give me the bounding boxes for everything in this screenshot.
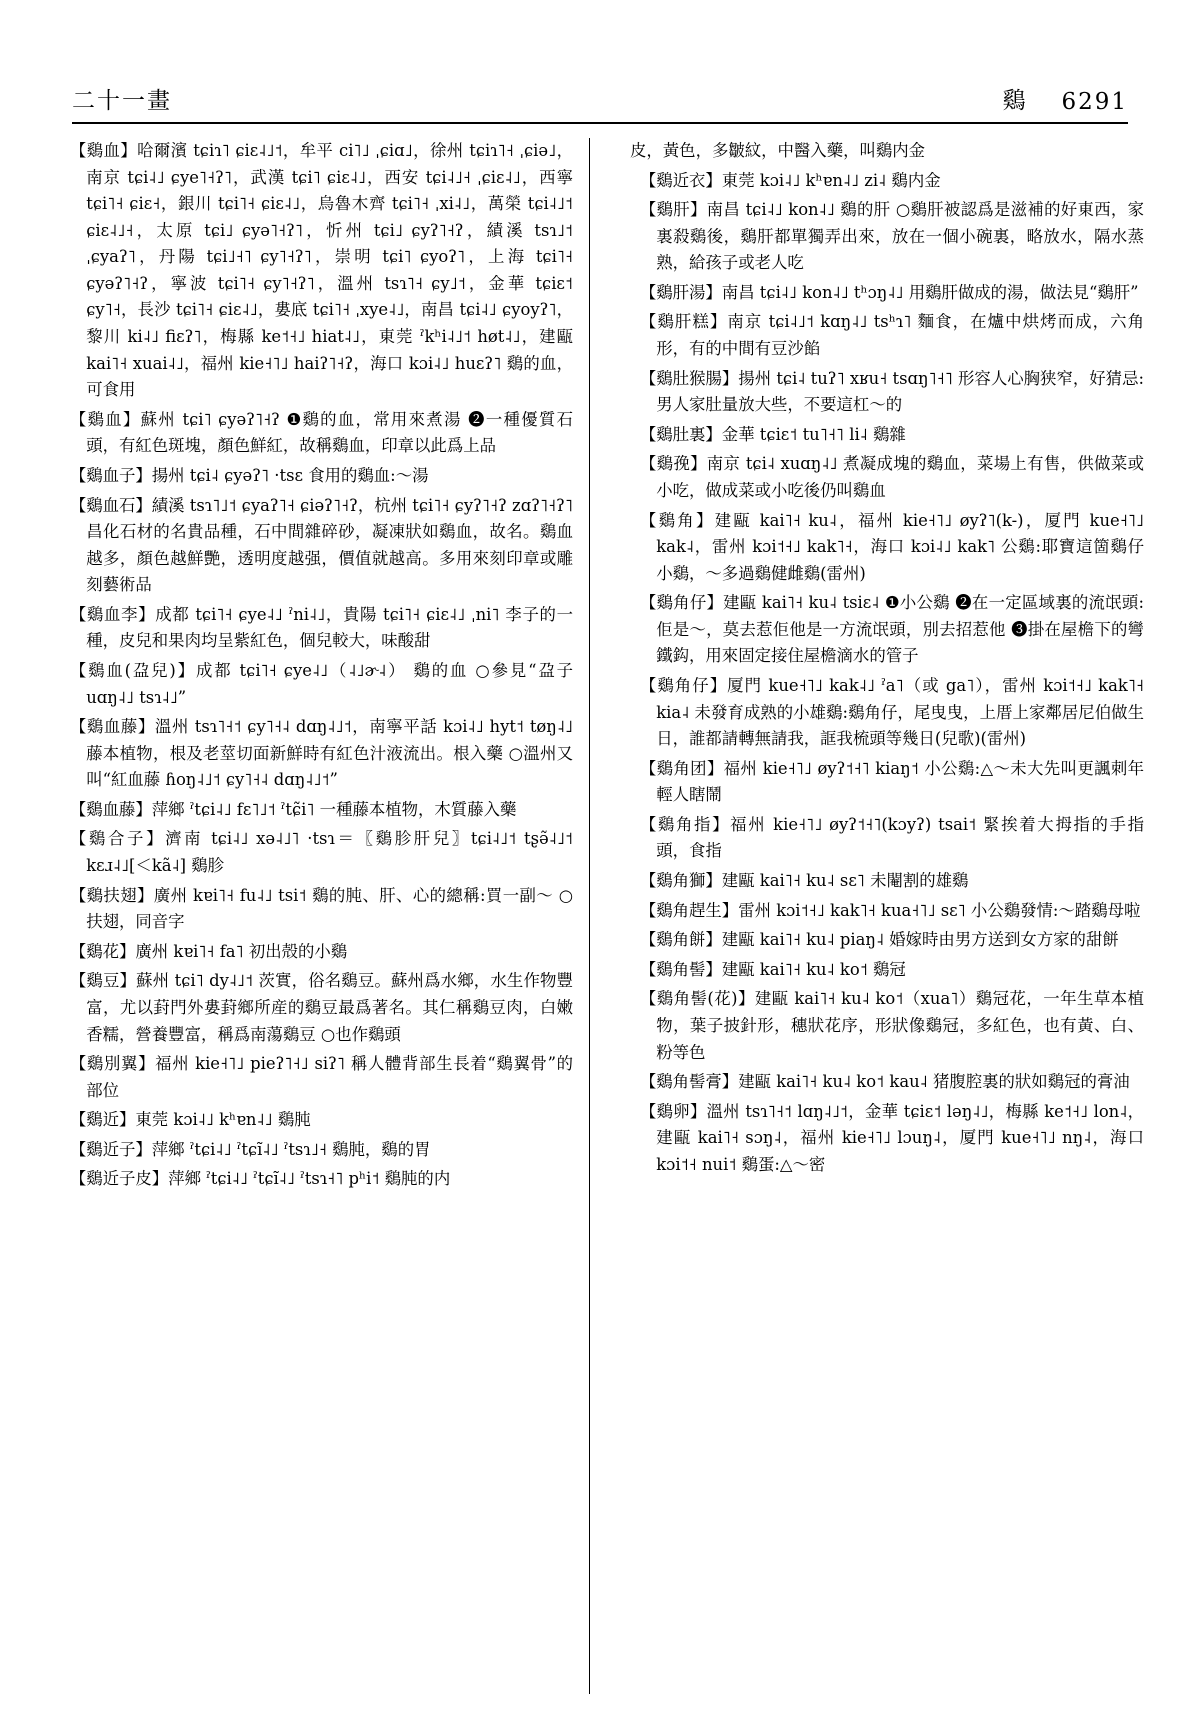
entry: 【鷄血藤】萍鄉 ˀtɕi˨˩ fɛ˥˩˦ ˀtɕ̃i˥ 一種藤本植物，木質藤入藥 — [69, 799, 517, 819]
entry: 【鷄肚裏】金華 tɕiɛ˦ tu˥˧˥ li˨ 鷄雜 — [639, 424, 906, 444]
entry: 【鷄角髻(花)】建甌 kai˥˧ ku˨ ko˦（xua˥）鷄冠花，一年生草本植物，葉子披針形，穗狀花序，形狀像鷄冠，多紅色，也有黃、白、粉等色 — [639, 989, 1144, 1062]
entry: 【鷄血李】成都 tɕi˥˧ ɕye˨˩ ˀni˨˩，貴陽 tɕi˥˧ ɕiɛ˨˩ ˌni˥ 李子的一種，皮兒和果肉均呈紫紅色，個兒較大，味酸甜 — [69, 604, 574, 651]
entry: 【鷄扶翅】廣州 kɐi˥˧ fu˨˩ tsi˦ 鷄的肫、肝、心的總稱:買一副～ ○扶翅，同音字 — [69, 885, 574, 932]
entry: 【鷄角髻】建甌 kai˥˧ ku˨ ko˦ 鷄冠 — [639, 959, 906, 979]
entry: 【鷄肚猴腸】揚州 tɕi˨ tuʔ˥ xʁu˧ tsɑŋ˥˧˥ 形容人心胸狭窄，好猜忌:男人家肚量放大些，不要這杠～的 — [639, 368, 1144, 415]
entry: 【鷄合子】濟南 tɕi˨˩ xə˨˩˥ ·tsɿ＝〖鷄胗肝兒〗tɕi˨˩˦ tʂə̃˨˩˦ kɛɹ˨˩[＜kã˨] 鷄胗 — [69, 829, 574, 876]
entry: 【鷄血】哈爾濱 tɕiɿ˥ ɕiɛ˨˩˦，牟平 ci˥˩ ˌɕiɑ˩，徐州 tɕiɿ˥˧ ˌɕiə˩，南京 tɕi˨˩ ɕye˥˧ʔ˥，武漢 tɕi˥ ɕiɛ˨˩，西安 tɕi˨˩˧ ˌɕiɛ˨˩，西寧 tɕi˥˧ ɕiɛ˧，銀川 tɕi˥˧ ɕiɛ˨˩，烏魯木齊 tɕi˥˧ ˌxi˨˩，萬榮 tɕi˨˩˦ ɕiɛ˨˩˧，太原 tɕi˩ ɕyə˥˧ʔ˥，忻州 tɕi˩ ɕyʔ˥˧ʔ，績溪 tsɿ˩˦ ˌɕyaʔ˥，丹陽 tɕi˩˧˥ ɕy˥˧ʔ˥，崇明 tɕi˥ ɕyoʔ˥，上海 tɕi˥˧ ɕyəʔ˥˧ʔ，寧波 tɕi˥˧ ɕy˥˧ʔ˥，溫州 tsɿ˥˧ ɕy˩˦，金華 tɕiɛ˦ ɕy˥˧，長沙 tɕi˥˧ ɕiɛ˨˩，婁底 tɕi˥˧ ˌxye˨˩，南昌 tɕi˨˩ ɕyoyʔ˥，黎川 ki˨˩ fiɛʔ˥，梅縣 ke˦˧˩ hiat˨˩，東莞 ˀkʰi˨˩˦ høt˨˩，建甌 kai˥˧ xuai˨˩，福州 kie˧˥˩ haiʔ˥˧ʔ，海口 kɔi˨˩ huɛʔ˥ 鷄的血，可食用 — [69, 141, 574, 400]
entry: 【鷄角仔】建甌 kai˥˧ ku˨ tsiɛ˨ ❶小公鷄 ❷在一定區域裏的流氓頭:佢是～，莫去惹佢他是一方流氓頭，別去招惹他 ❸掛在屋檐下的彎鐵鈎，用來固定接住屋檐滴水的管子 — [639, 593, 1144, 666]
entry: 【鷄角髻膏】建甌 kai˥˧ ku˨ ko˦ kau˨ 猪腹腔裏的狀如鷄冠的膏油 — [639, 1072, 1130, 1092]
entry: 【鷄血藤】溫州 tsɿ˥˧˦ ɕy˥˧˨ dɑŋ˨˩˦，南寧平話 kɔi˨˩ hyt˦ tøŋ˨˩ 藤本植物，根及老莖切面新鮮時有紅色汁液流出。根入藥 ○溫州又叫“紅血藤 ɦoŋ˨˩˦ ɕy˥˧˨ dɑŋ˨˩˦” — [69, 717, 574, 790]
entry: 【鷄血】蘇州 tɕi˥ ɕyəʔ˥˧ʔ ❶鷄的血，常用來煮湯 ❷一種優質石頭，有紅色斑塊，顏色鮮紅，故稱鷄血，印章以此爲上品 — [69, 409, 574, 456]
header-divider — [72, 122, 1128, 124]
entry: 【鷄血子】揚州 tɕi˨ ɕyəʔ˥ ·tsɛ 食用的鷄血:～湯 — [69, 465, 429, 485]
entry: 【鷄角】建甌 kai˥˧ ku˨，福州 kie˧˥˩ øyʔ˥(k-)，厦門 kue˧˥˩ kak˨，雷州 kɔi˦˧˩ kak˥˧，海口 kɔi˨˩ kak˥ 公鷄:耶寶這箇鷄仔小鷄，～多過鷄健雌鷄(雷州) — [639, 510, 1144, 583]
entry: 【鷄卵】溫州 tsɿ˥˧˦ lɑŋ˨˩˦，金華 tɕiɛ˦ ləŋ˨˩，梅縣 ke˦˧˩ lon˨，建甌 kai˥˧ sɔŋ˨，福州 kie˧˥˩ lɔuŋ˨，厦門 kue˧˥˩ nŋ˨，海口 kɔi˦˧ nui˦ 鷄蛋:△～密 — [639, 1101, 1144, 1174]
entry: 【鷄豆】蘇州 tɕi˥ dy˨˩˦ 茨實，俗名鷄豆。蘇州爲水鄉，水生作物豐富，尤以葑門外婁葑鄉所産的鷄豆最爲著名。其仁稱鷄豆肉，白嫩香糯，營養豐富，稱爲南蕩鷄豆 ○也作鷄頭 — [69, 971, 574, 1044]
entry: 【鷄血(盁兒)】成都 tɕi˥˧ ɕye˨˩（˨˩ɚ˨） 鷄的血 ○參見“盁子 uɑŋ˨˩ tsɿ˨˩” — [69, 660, 574, 707]
header-stroke-count: 二十一畫 — [72, 88, 172, 114]
entry: 【鷄肝糕】南京 tɕi˨˩˦ kɑŋ˨˩ tsʰɿ˥ 麵食，在爐中烘烤而成，六角形，有的中間有豆沙餡 — [639, 312, 1144, 359]
page-header — [72, 82, 1128, 115]
header-headword: 鷄 — [1002, 88, 1028, 114]
two-column-body — [60, 138, 1144, 1694]
entry: 【鷄近子皮】萍鄉 ˀtɕi˨˩ ˀtɕĩ˨˩ ˀtsɿ˧˥ pʰi˦ 鷄肫的内 — [69, 1169, 451, 1189]
page-number: 6291 — [1061, 89, 1128, 115]
entry: 【鷄角趕生】雷州 kɔi˦˧˩ kak˥˧ kua˧˥˩ sɛ˥ 小公鷄發情:～踏鷄母啦 — [639, 900, 1141, 920]
entry-continuation: 皮，黃色，多皺紋，中醫入藥，叫鷄内金 — [630, 141, 926, 160]
entry: 【鷄㝃】南京 tɕi˨ xuɑŋ˨˩ 煮凝成塊的鷄血，菜場上有售，供做菜或小吃，做成菜或小吃後仍叫鷄血 — [639, 454, 1144, 500]
left-column — [60, 138, 590, 1694]
entry: 【鷄近】東莞 kɔi˨˩ kʰɐn˨˩ 鷄肫 — [69, 1110, 311, 1130]
right-column — [614, 138, 1144, 1694]
entry: 【鷄別翼】福州 kie˧˥˩ pieʔ˥˧˩ siʔ˥ 稱人體背部生長着“鷄翼骨”的部位 — [69, 1054, 574, 1100]
entry: 【鷄花】廣州 kɐi˥˧ fa˥ 初出殻的小鷄 — [69, 941, 348, 961]
entry: 【鷄角指】福州 kie˧˥˩ øyʔ˦˧˥(kɔyʔ) tsai˦ 緊挨着大拇指的手指頭，食指 — [639, 814, 1144, 861]
entry: 【鷄角獅】建甌 kai˥˧ ku˨ sɛ˥ 未閹割的雄鷄 — [639, 871, 969, 891]
entry: 【鷄血石】績溪 tsɿ˥˩˦ ɕyaʔ˥˧ ɕiəʔ˥˧ʔ，杭州 tɕi˥˧ ɕyʔ˥˧ʔ zɑʔ˥˧ʔ˥ 昌化石材的名貴品種，石中間雜碎砂，凝凍狀如鷄血，故名。鷄血越多，顏色越鮮艷，透明度越强，價值就越高。多用來刻印章或雕刻藝術品 — [69, 495, 574, 595]
entry: 【鷄角团】福州 kie˧˥˩ øyʔ˦˧˥ kiaŋ˦ 小公鷄:△～未大先叫更諷刺年輕人瞎鬧 — [639, 758, 1144, 805]
entry: 【鷄肝湯】南昌 tɕi˨˩ kon˨˩ tʰɔŋ˨˩ 用鷄肝做成的湯，做法見“鷄肝” — [639, 282, 1139, 302]
entry: 【鷄肝】南昌 tɕi˨˩ kon˨˩ 鷄的肝 ○鷄肝被認爲是滋補的好東西，家裏殺鷄後，鷄肝都單獨弄出來，放在一個小碗裏，略放水，隔水蒸熟，給孩子或老人吃 — [639, 200, 1144, 273]
entry: 【鷄角仔】厦門 kue˧˥˩ kak˨˩ ˀa˥（或 ga˥），雷州 kɔi˦˧˩ kak˥˧ kia˨ 未發育成熟的小雄鷄:鷄角仔，尾曳曳，上厝上家鄰居尼伯做生日，誰都請轉無請我，誆我梳頭等幾日(兒歌)(雷州) — [639, 675, 1144, 749]
entry: 【鷄角餅】建甌 kai˥˧ ku˨ piaŋ˨ 婚嫁時由男方送到女方家的甜餅 — [639, 930, 1119, 950]
entry: 【鷄近衣】東莞 kɔi˨˩ kʰɐn˨˩ zi˨ 鷄内金 — [639, 170, 941, 190]
entry: 【鷄近子】萍鄉 ˀtɕi˨˩ ˀtɕĩ˨˩ ˀtsɿ˩˧ 鷄肫，鷄的胃 — [69, 1139, 431, 1159]
